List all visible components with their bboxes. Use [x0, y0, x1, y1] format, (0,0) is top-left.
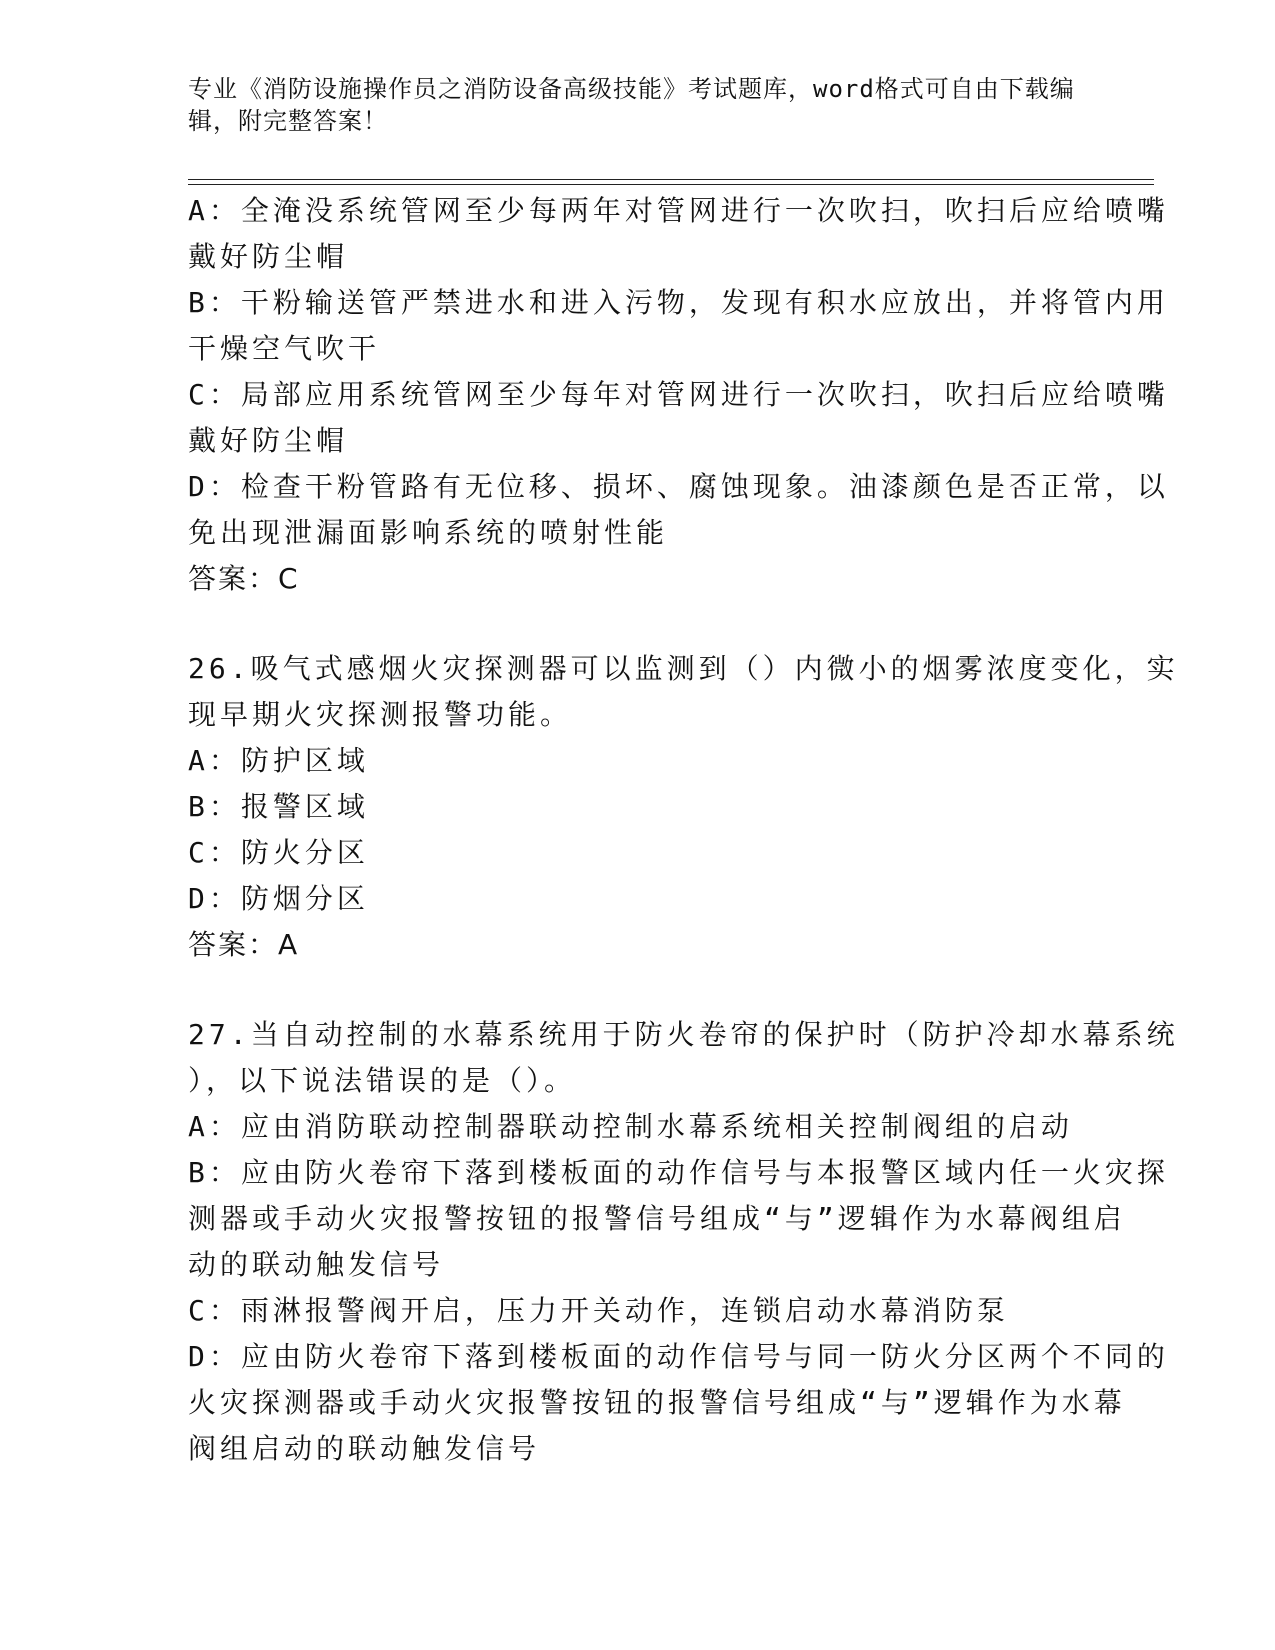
header-line-1: 专业《消防设施操作员之消防设备高级技能》考试题库，word格式可自由下载编	[188, 75, 1075, 103]
option-d-line-3: 阀组启动的联动触发信号	[188, 1432, 541, 1465]
header-divider-top	[188, 179, 1154, 180]
question-gap	[188, 968, 1088, 1012]
question-26	[188, 646, 1179, 968]
option-b-line-2: 干燥空气吹干	[188, 332, 381, 365]
question-stem-line-1: 26.吸气式感烟火灾探测器可以监测到（）内微小的烟雾浓度变化，实	[188, 652, 1179, 685]
option-b: B：报警区域	[188, 790, 369, 823]
option-d-line-1: D：应由防火卷帘下落到楼板面的动作信号与同一防火分区两个不同的	[188, 1340, 1169, 1373]
question-gap	[188, 602, 1088, 646]
question-27	[188, 1012, 1179, 1472]
option-c: C：防火分区	[188, 836, 369, 869]
option-d-line-2: 免出现泄漏面影响系统的喷射性能	[188, 516, 669, 549]
question-25	[188, 188, 1169, 602]
option-c: C：雨淋报警阀开启，压力开关动作，连锁启动水幕消防泵	[188, 1294, 1009, 1327]
option-c-line-2: 戴好防尘帽	[188, 424, 349, 457]
header-line-2: 辑，附完整答案！	[188, 107, 388, 135]
question-list	[188, 188, 1179, 1472]
option-b-line-1: B：应由防火卷帘下落到楼板面的动作信号与本报警区域内任一火灾探	[188, 1156, 1169, 1189]
option-d-line-2: 火灾探测器或手动火灾报警按钮的报警信号组成“与”逻辑作为水幕	[188, 1386, 1126, 1419]
question-stem-line-2: 现早期火灾探测报警功能。	[188, 698, 573, 731]
answer: 答案：A	[188, 928, 300, 961]
option-b-line-1: B：干粉输送管严禁进水和进入污物，发现有积水应放出，并将管内用	[188, 286, 1169, 319]
option-b-line-3: 动的联动触发信号	[188, 1248, 445, 1281]
document-header	[188, 73, 1075, 137]
question-stem-line-1: 27.当自动控制的水幕系统用于防火卷帘的保护时（防护冷却水幕系统	[188, 1018, 1179, 1051]
option-a-line-1: A：全淹没系统管网至少每两年对管网进行一次吹扫，吹扫后应给喷嘴	[188, 194, 1169, 227]
question-stem-line-2: ），以下说法错误的是（）。	[188, 1064, 577, 1097]
option-a: A：防护区域	[188, 744, 369, 777]
option-d: D：防烟分区	[188, 882, 369, 915]
option-d-line-1: D：检查干粉管路有无位移、损坏、腐蚀现象。油漆颜色是否正常，以	[188, 470, 1169, 503]
option-c-line-1: C：局部应用系统管网至少每年对管网进行一次吹扫，吹扫后应给喷嘴	[188, 378, 1169, 411]
option-b-line-2: 测器或手动火灾报警按钮的报警信号组成“与”逻辑作为水幕阀组启	[188, 1202, 1126, 1235]
option-a-line-2: 戴好防尘帽	[188, 240, 349, 273]
option-a: A：应由消防联动控制器联动控制水幕系统相关控制阀组的启动	[188, 1110, 1073, 1143]
answer: 答案：C	[188, 562, 300, 595]
header-divider-bottom	[188, 184, 1154, 185]
